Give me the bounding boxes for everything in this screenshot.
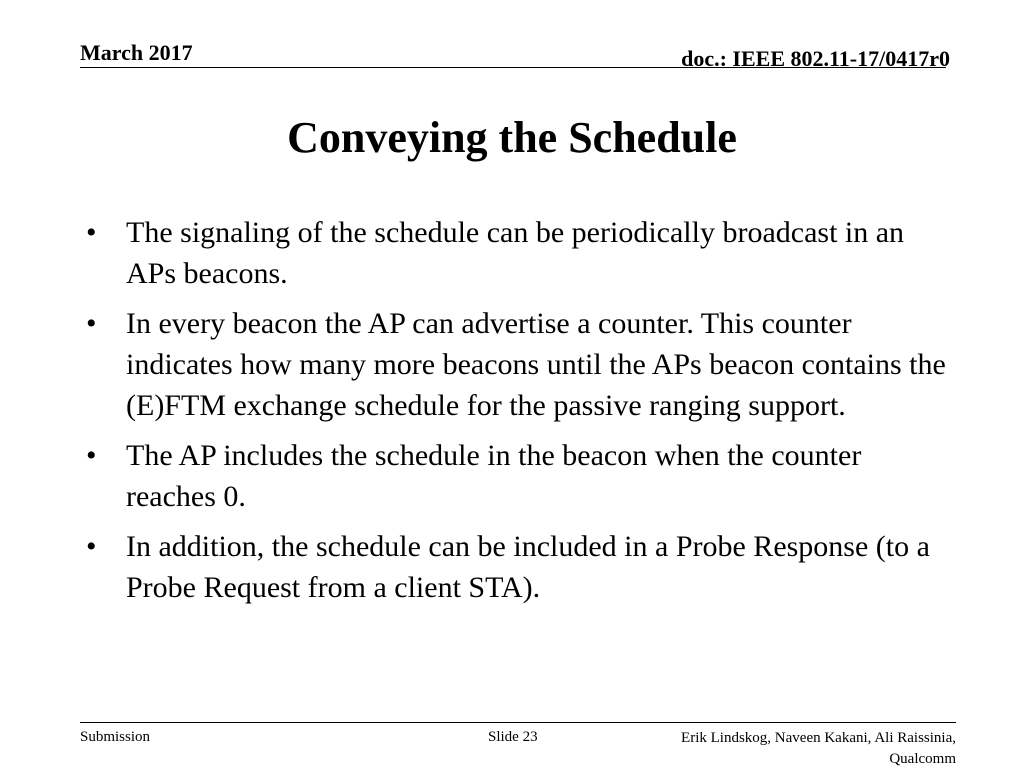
bullet-item	[86, 212, 956, 294]
bullet-text: The AP includes the schedule in the beacon when the counter reaches 0.	[126, 439, 862, 513]
footer-slide-number: Slide 23	[488, 729, 538, 745]
bullet-marker-icon: •	[86, 530, 97, 563]
bullet-item	[86, 526, 956, 608]
bullet-item	[86, 435, 956, 517]
slide-title: Conveying the Schedule	[287, 113, 737, 162]
bullet-marker-icon: •	[86, 216, 97, 249]
footer-authors: Erik Lindskog, Naveen Kakani, Ali Raissinia, Qualcomm	[681, 730, 956, 767]
bullet-text: The signaling of the schedule can be periodically broadcast in an APs beacons.	[126, 216, 905, 290]
footer-submission: Submission	[80, 729, 151, 745]
header-divider	[80, 67, 946, 68]
bullet-marker-icon: •	[86, 439, 97, 472]
bullet-item	[86, 303, 956, 426]
bullet-list	[86, 212, 956, 617]
header-doc-id: doc.: IEEE 802.11-17/0417r0	[681, 46, 950, 71]
bullet-marker-icon: •	[86, 307, 97, 340]
bullet-text: In addition, the schedule can be included in a Probe Response (to a Probe Request from a client STA).	[126, 530, 930, 604]
footer-divider	[80, 722, 956, 723]
bullet-text: In every beacon the AP can advertise a counter. This counter indicates how many more beacons until the APs beacon contains the (E)FTM exchange schedule for the passive ranging support.	[126, 307, 946, 422]
header-date: March 2017	[80, 40, 193, 65]
